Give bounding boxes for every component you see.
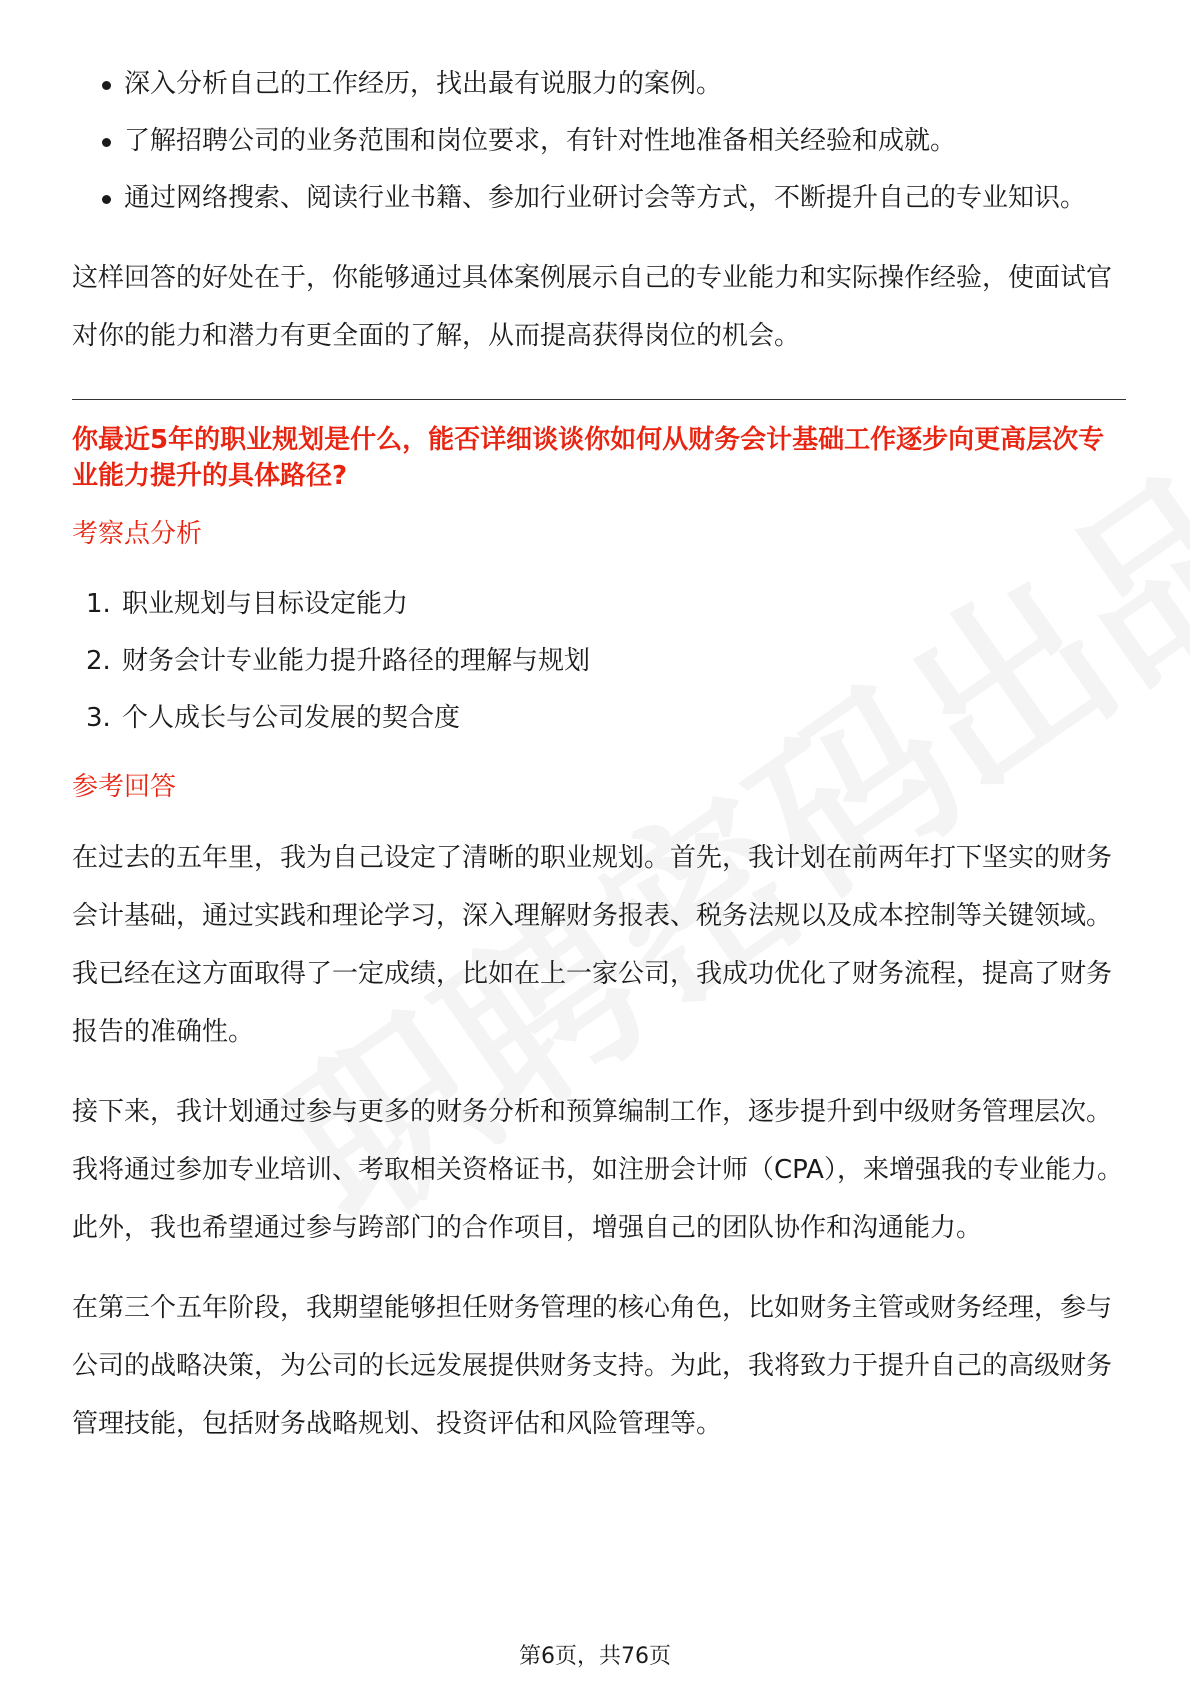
list-item	[72, 170, 1126, 227]
page-content	[72, 56, 1126, 1453]
list-item-text: 通过网络搜索、阅读行业书籍、参加行业研讨会等方式，不断提升自己的专业知识。	[124, 183, 1087, 213]
list-item-text: 财务会计专业能力提升路径的理解与规划	[122, 646, 591, 676]
bullet-dot-icon	[102, 138, 111, 147]
list-item	[72, 633, 1126, 690]
list-item-text: 个人成长与公司发展的契合度	[122, 703, 461, 733]
answer-paragraph: 在第三个五年阶段，我期望能够担任财务管理的核心角色，比如财务主管或财务经理，参与公司的战略决策，为公司的长远发展提供财务支持。为此，我将致力于提升自己的高级财务管理技能，包括财务战略规划、投资评估和风险管理等。	[72, 1293, 1113, 1439]
list-item-text: 深入分析自己的工作经历，找出最有说服力的案例。	[124, 69, 723, 99]
analysis-heading: 考察点分析	[72, 519, 203, 549]
list-number: 2.	[86, 646, 111, 676]
list-item	[72, 690, 1126, 747]
bullet-dot-icon	[102, 81, 111, 90]
list-number: 1.	[86, 589, 111, 619]
answer-paragraph: 接下来，我计划通过参与更多的财务分析和预算编制工作，逐步提升到中级财务管理层次。我将通过参加专业培训、考取相关资格证书，如注册会计师（CPA），来增强我的专业能力。此外，我也希望通过参与跨部门的合作项目，增强自己的团队协作和沟通能力。	[72, 1097, 1123, 1243]
list-item	[72, 56, 1126, 113]
bullet-dot-icon	[102, 195, 111, 204]
list-item-text: 职业规划与目标设定能力	[122, 589, 409, 619]
list-item-text: 了解招聘公司的业务范围和岗位要求，有针对性地准备相关经验和成就。	[124, 126, 957, 156]
summary-paragraph: 这样回答的好处在于，你能够通过具体案例展示自己的专业能力和实际操作经验，使面试官对你的能力和潜力有更全面的了解，从而提高获得岗位的机会。	[72, 263, 1113, 351]
answer-heading: 参考回答	[72, 772, 177, 802]
list-number: 3.	[86, 703, 111, 733]
section-divider	[72, 399, 1126, 400]
page-footer: 第6页，共76页	[519, 1644, 671, 1669]
tips-bullet-list	[72, 56, 1126, 227]
answer-paragraph: 在过去的五年里，我为自己设定了清晰的职业规划。首先，我计划在前两年打下坚实的财务会计基础，通过实践和理论学习，深入理解财务报表、税务法规以及成本控制等关键领域。我已经在这方面取得了一定成绩，比如在上一家公司，我成功优化了财务流程，提高了财务报告的准确性。	[72, 843, 1113, 1047]
list-item	[72, 113, 1126, 170]
list-item	[72, 576, 1126, 633]
interview-question: 你最近5年的职业规划是什么，能否详细谈谈你如何从财务会计基础工作逐步向更高层次专业能力提升的具体路径?	[72, 425, 1105, 491]
analysis-points-list	[72, 576, 1126, 747]
